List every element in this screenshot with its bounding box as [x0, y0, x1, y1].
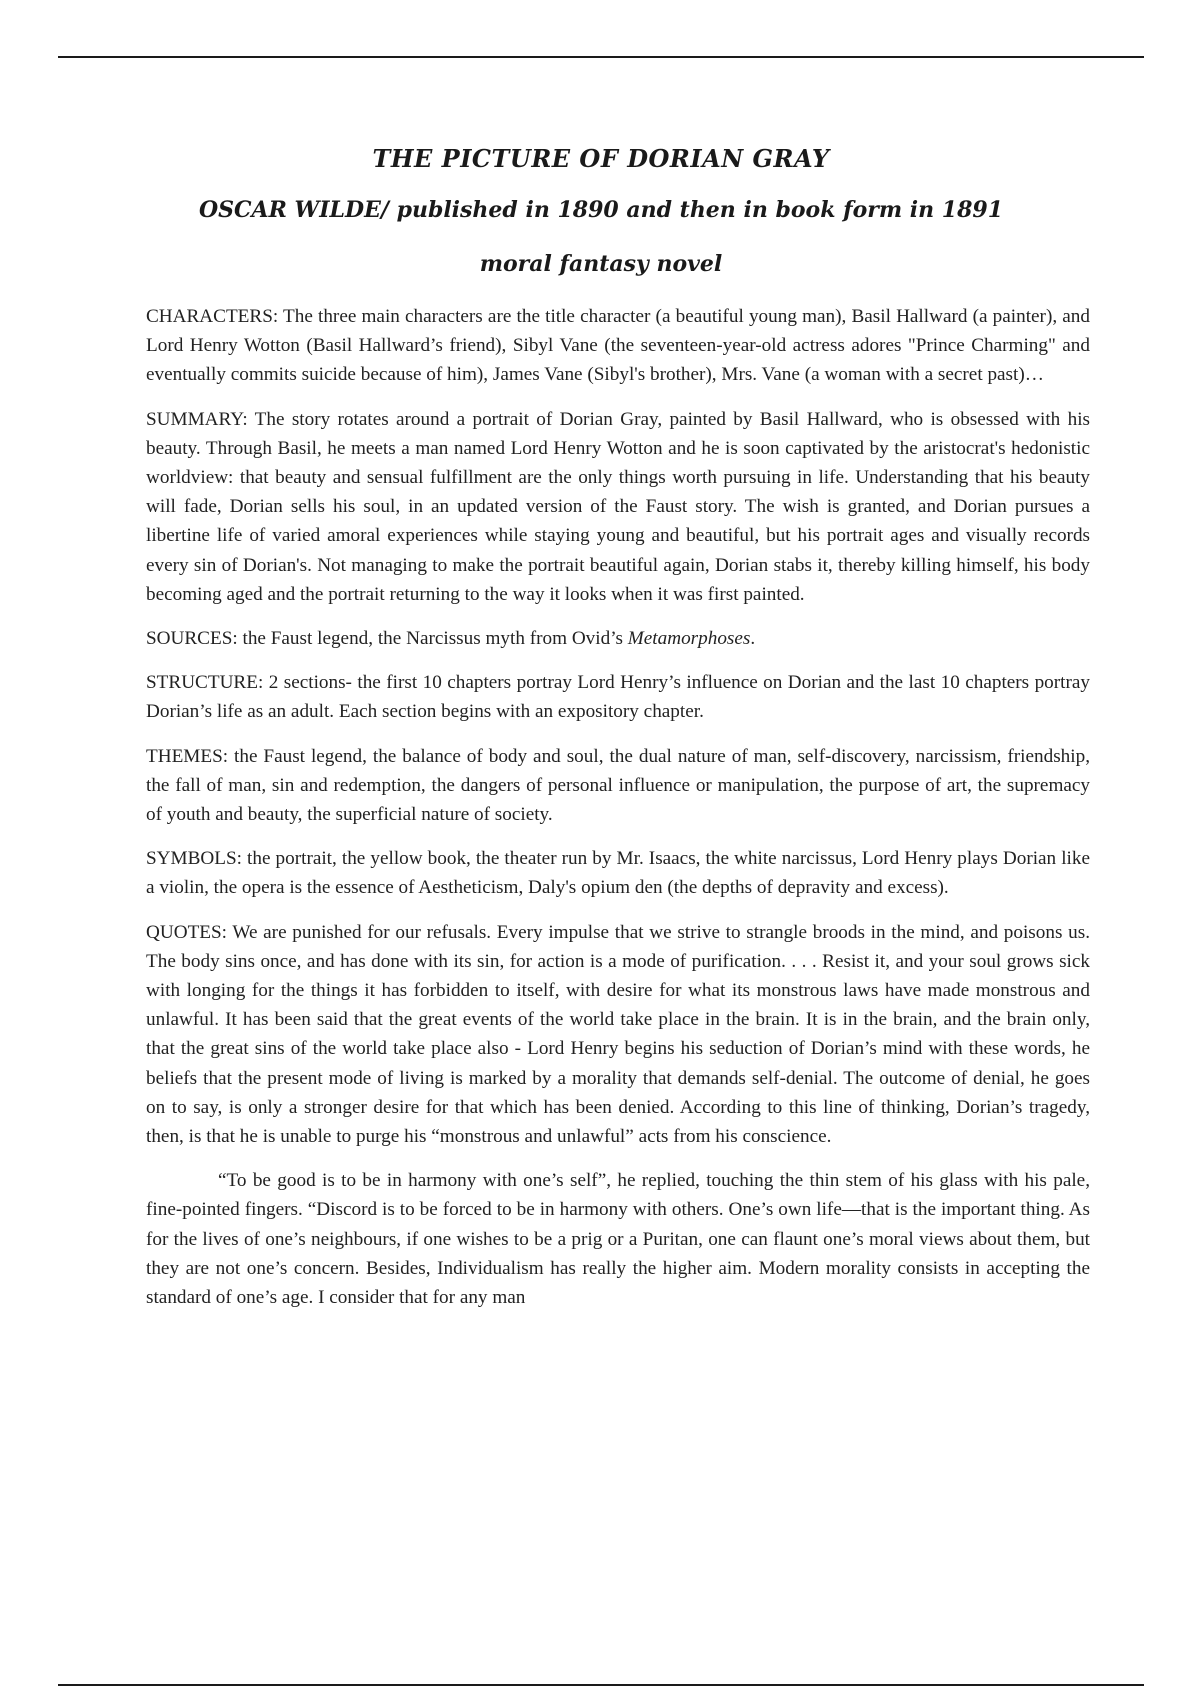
sources-paragraph — [146, 624, 1090, 653]
author-publication-line: OSCAR WILDE/ published in 1890 and then in book form in 1891 — [198, 197, 1004, 223]
genre-line: moral fantasy novel — [479, 251, 723, 277]
summary-paragraph: SUMMARY: The story rotates around a portrait of Dorian Gray, painted by Basil Hallward, who is obsessed with his beauty. Through Basil, he meets a man named Lord Henry Wotton and he is soon captivated by the aristocrat's hedonistic worldview: that beauty and sensual fulfillment are the only things worth pursuing in life. Understanding that his beauty will fade, Dorian sells his soul, in an updated version of the Faust story. The wish is granted, and Dorian pursues a libertine life of varied amoral experiences while staying young and beautiful, but his portrait ages and visually records every sin of Dorian's. Not managing to make the portrait beautiful again, Dorian stabs it, thereby killing himself, his body becoming aged and the portrait returning to the way it looks when it was first painted. — [146, 408, 1090, 605]
symbols-paragraph: SYMBOLS: the portrait, the yellow book, the theater run by Mr. Isaacs, the white narcissus, Lord Henry plays Dorian like a violin, the opera is the essence of Aestheticism, Daly's opium den (the depths of depravity and excess). — [146, 848, 1090, 899]
quote-continuation-paragraph: “To be good is to be in harmony with one’s self”, he replied, touching the thin stem of his glass with his pale, fine-pointed fingers. “Discord is to be forced to be in harmony with others. One’s own life—that is the important thing. As for the lives of one’s neighbours, if one wishes to be a prig or a Puritan, one can flaunt one’s moral views about them, but they are not one’s concern. Besides, Individualism has really the higher aim. Modern morality consists in accepting the standard of one’s age. I consider that for any man — [146, 1170, 1090, 1309]
document-header — [58, 136, 1144, 290]
quotes-paragraph: QUOTES: We are punished for our refusals. Every impulse that we strive to strangle broods in the mind, and poisons us. The body sins once, and has done with its sin, for action is a mode of purification. . . . Resist it, and your soul grows sick with longing for the things it has forbidden to itself, with desire for what its monstrous laws have made monstrous and unlawful. It has been said that the great events of the world take place in the brain. It is in the brain, and the brain only, that the great sins of the world take place also - Lord Henry begins his seduction of Dorian’s mind with these words, he beliefs that the present mode of living is marked by a morality that demands self-denial. The outcome of denial, he goes on to say, is only a stronger desire for that which has been denied. According to this line of thinking, Dorian’s tragedy, then, is that he is unable to purge his “monstrous and unlawful” acts from his conscience. — [146, 921, 1090, 1148]
top-divider — [58, 56, 1144, 58]
bottom-divider — [58, 1684, 1144, 1686]
characters-paragraph: CHARACTERS: The three main characters are the title character (a beautiful young man), Basil Hallward (a painter), and Lord Henry Wotton (Basil Hallward’s friend), Sibyl Vane (the seventeen-year-old actress adores "Prince Charming" and eventually commits suicide because of him), James Vane (Sibyl's brother), Mrs. Vane (a woman with a secret past)… — [146, 306, 1090, 386]
structure-paragraph: STRUCTURE: 2 sections- the first 10 chapters portray Lord Henry’s influence on Dorian and the last 10 chapters portray Dorian’s life as an adult. Each section begins with an expository chapter. — [146, 672, 1090, 723]
sources-text: SOURCES: the Faust legend, the Narcissus myth from Ovid’s — [146, 628, 628, 650]
document-title: THE PICTURE OF DORIAN GRAY — [372, 144, 830, 173]
sources-work-title: Metamorphoses — [627, 628, 751, 650]
sources-suffix: . — [750, 628, 756, 650]
themes-paragraph: THEMES: the Faust legend, the balance of body and soul, the dual nature of man, self-discovery, narcissism, friendship, the fall of man, sin and redemption, the dangers of personal influence or manipulation, the purpose of art, the supremacy of youth and beauty, the superficial nature of society. — [146, 745, 1090, 826]
document-body — [146, 302, 1090, 1312]
